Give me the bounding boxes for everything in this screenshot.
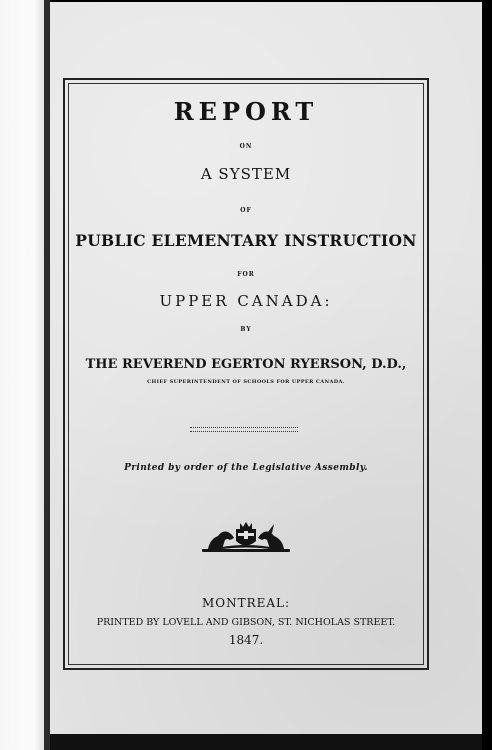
author-title: CHIEF SUPERINTENDENT OF SCHOOLS FOR UPPER CANADA. xyxy=(147,379,345,385)
decorative-rule xyxy=(190,427,298,432)
subject-line-1: A SYSTEM xyxy=(200,165,292,183)
author-line: THE REVEREND EGERTON RYERSON, D.D., xyxy=(85,357,407,372)
connector-for: FOR xyxy=(237,271,255,278)
connector-by: BY xyxy=(240,326,252,333)
book-spine xyxy=(0,0,48,750)
printed-by-order-line: Printed by order of the Legislative Assembly. xyxy=(124,463,368,473)
document-title: REPORT xyxy=(173,97,319,126)
imprint-printer: PRINTED BY LOVELL AND GIBSON, ST. NICHOLAS STREET. xyxy=(96,617,396,628)
subject-line-2: PUBLIC ELEMENTARY INSTRUCTION xyxy=(75,231,417,250)
royal-arms-emblem-icon xyxy=(200,519,292,555)
imprint-city: MONTREAL: xyxy=(201,596,291,610)
page-shadow xyxy=(50,734,482,750)
title-page-content xyxy=(70,85,422,663)
connector-on: ON xyxy=(239,143,253,150)
imprint-year: 1847. xyxy=(228,633,264,647)
connector-of: OF xyxy=(240,207,252,214)
place-line: UPPER CANADA: xyxy=(159,292,333,310)
